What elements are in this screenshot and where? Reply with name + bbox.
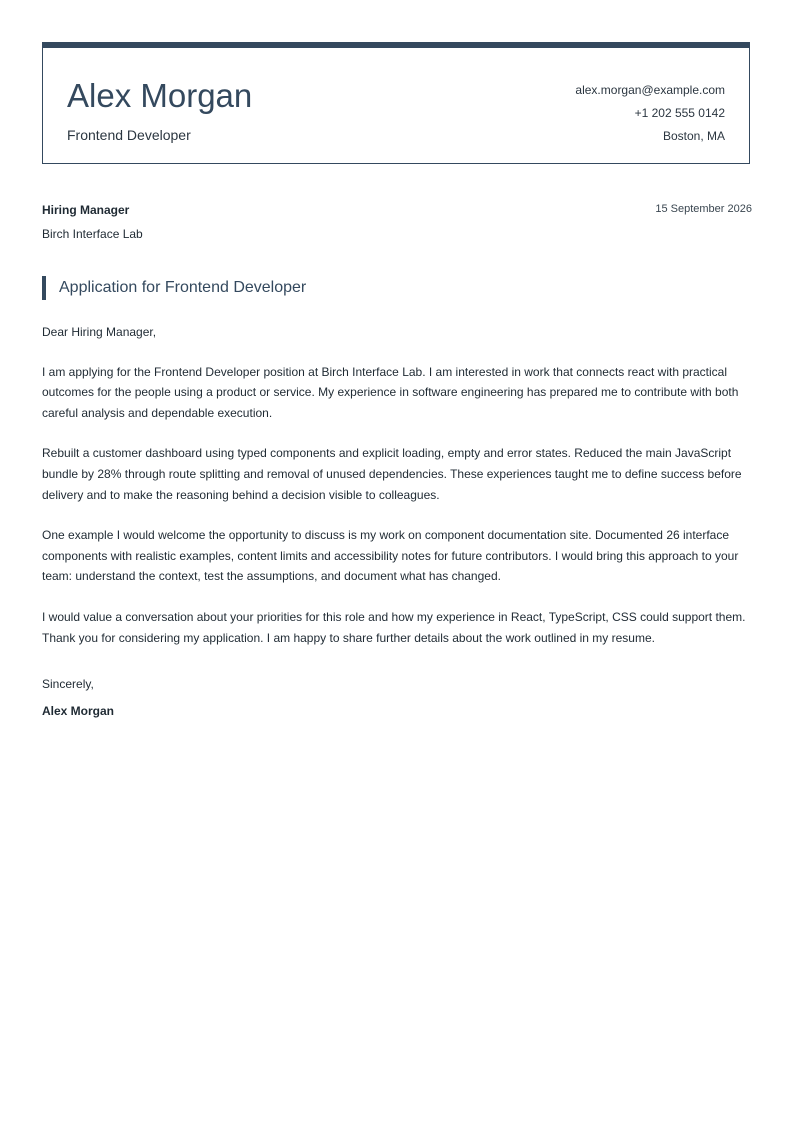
letter-paragraph: Rebuilt a customer dashboard using typed components and explicit loading, empty and error states. Reduced the main JavaScript bundle by 28% through route splitting and removal of unused dependencies. These experiences taught me to define success before delivery and to make the reasoning behind a decision visible to colleagues.: [42, 446, 742, 502]
applicant-role: Frontend Developer: [67, 127, 191, 143]
recipient-name: Hiring Manager: [42, 203, 130, 217]
letter-greeting: Dear Hiring Manager,: [42, 325, 157, 339]
applicant-name: Alex Morgan: [67, 77, 253, 114]
contact-phone: +1 202 555 0142: [634, 106, 725, 120]
letter-subject: Application for Frontend Developer: [42, 276, 306, 300]
letter-paragraph: One example I would welcome the opportunity to discuss is my work on component documentation site. Documented 26 interface components with realistic examples, content limits and accessibility notes for future contributors. I would bring this approach to your team: understand the context, test the assumptions, and document what has changed.: [42, 528, 739, 584]
letter-date: 15 September 2026: [655, 203, 752, 215]
contact-email: alex.morgan@example.com: [575, 83, 725, 97]
recipient-company: Birch Interface Lab: [42, 227, 143, 241]
letter-header: [42, 42, 750, 164]
letter-body: [42, 322, 754, 668]
letter-paragraph: I would value a conversation about your priorities for this role and how my experience in React, TypeScript, CSS could support them. Thank you for considering my application. I am happy to share further details about the work outlined in my resume.: [42, 609, 746, 645]
contact-location: Boston, MA: [662, 129, 725, 143]
letter-paragraph: I am applying for the Frontend Developer position at Birch Interface Lab. I am interested in work that connects react with practical outcomes for the people using a product or service. My experience in software engineering has prepared me to contribute with both careful analysis and dependable execution.: [42, 364, 739, 420]
letter-signature: Alex Morgan: [42, 704, 115, 718]
letter-closing: Sincerely,: [42, 677, 94, 691]
